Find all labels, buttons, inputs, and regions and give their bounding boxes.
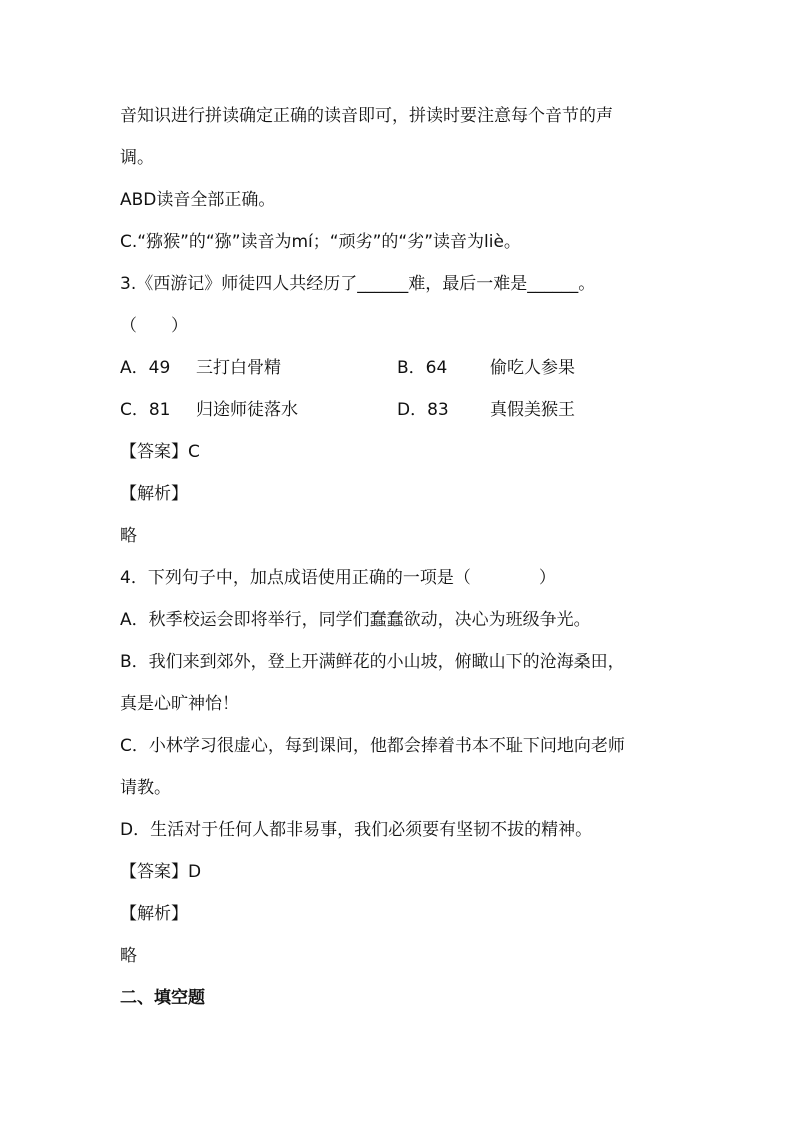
q3-option-c-text: 归途师徒落水 bbox=[196, 400, 298, 420]
question-4-option-c: C．小林学习很虚心，每到课间，他都会捧着书本不耻下问地向老师 bbox=[120, 736, 625, 756]
question-3-analysis-text: 略 bbox=[120, 526, 137, 546]
question-3-analysis-heading: 【解析】 bbox=[120, 484, 188, 504]
q3-option-b-text: 偷吃人参果 bbox=[490, 358, 575, 378]
question-4-option-b: B．我们来到郊外，登上开满鲜花的小山坡，俯瞰山下的沧海桑田， bbox=[120, 652, 625, 672]
question-3-stem: 3.《西游记》师徒四人共经历了______难，最后一难是______。 bbox=[120, 274, 596, 294]
paragraph-line: 调。 bbox=[120, 148, 154, 168]
q3-option-a-text: 三打白骨精 bbox=[196, 358, 281, 378]
q3-option-c-label: C．81 bbox=[120, 400, 171, 420]
question-4-stem: 4．下列句子中，加点成语使用正确的一项是（ ） bbox=[120, 568, 556, 588]
q3-option-d-text: 真假美猴王 bbox=[490, 400, 575, 420]
question-3-answer-paren: （ ） bbox=[120, 316, 188, 336]
section-heading: 二、填空题 bbox=[120, 988, 205, 1008]
paragraph-line: 音知识进行拼读确定正确的读音即可，拼读时要注意每个音节的声 bbox=[120, 106, 613, 126]
question-4-analysis-text: 略 bbox=[120, 946, 137, 966]
paragraph-line: C.“猕猴”的“猕”读音为mí；“顽劣”的“劣”读音为liè。 bbox=[120, 232, 521, 252]
question-4-option-a: A．秋季校运会即将举行，同学们蠢蠢欲动，决心为班级争光。 bbox=[120, 610, 591, 630]
question-4-analysis-heading: 【解析】 bbox=[120, 904, 188, 924]
q3-option-d-label: D．83 bbox=[397, 400, 449, 420]
question-4-answer: 【答案】D bbox=[120, 862, 202, 882]
question-4-option-c-cont: 请教。 bbox=[120, 778, 171, 798]
question-4-option-b-cont: 真是心旷神怡！ bbox=[120, 694, 239, 714]
q3-option-a-label: A．49 bbox=[120, 358, 171, 378]
question-3-answer: 【答案】C bbox=[120, 442, 200, 462]
question-4-option-d: D．生活对于任何人都非易事，我们必须要有坚韧不拔的精神。 bbox=[120, 820, 593, 840]
q3-option-b-label: B．64 bbox=[397, 358, 448, 378]
paragraph-line: ABD读音全部正确。 bbox=[120, 190, 276, 210]
